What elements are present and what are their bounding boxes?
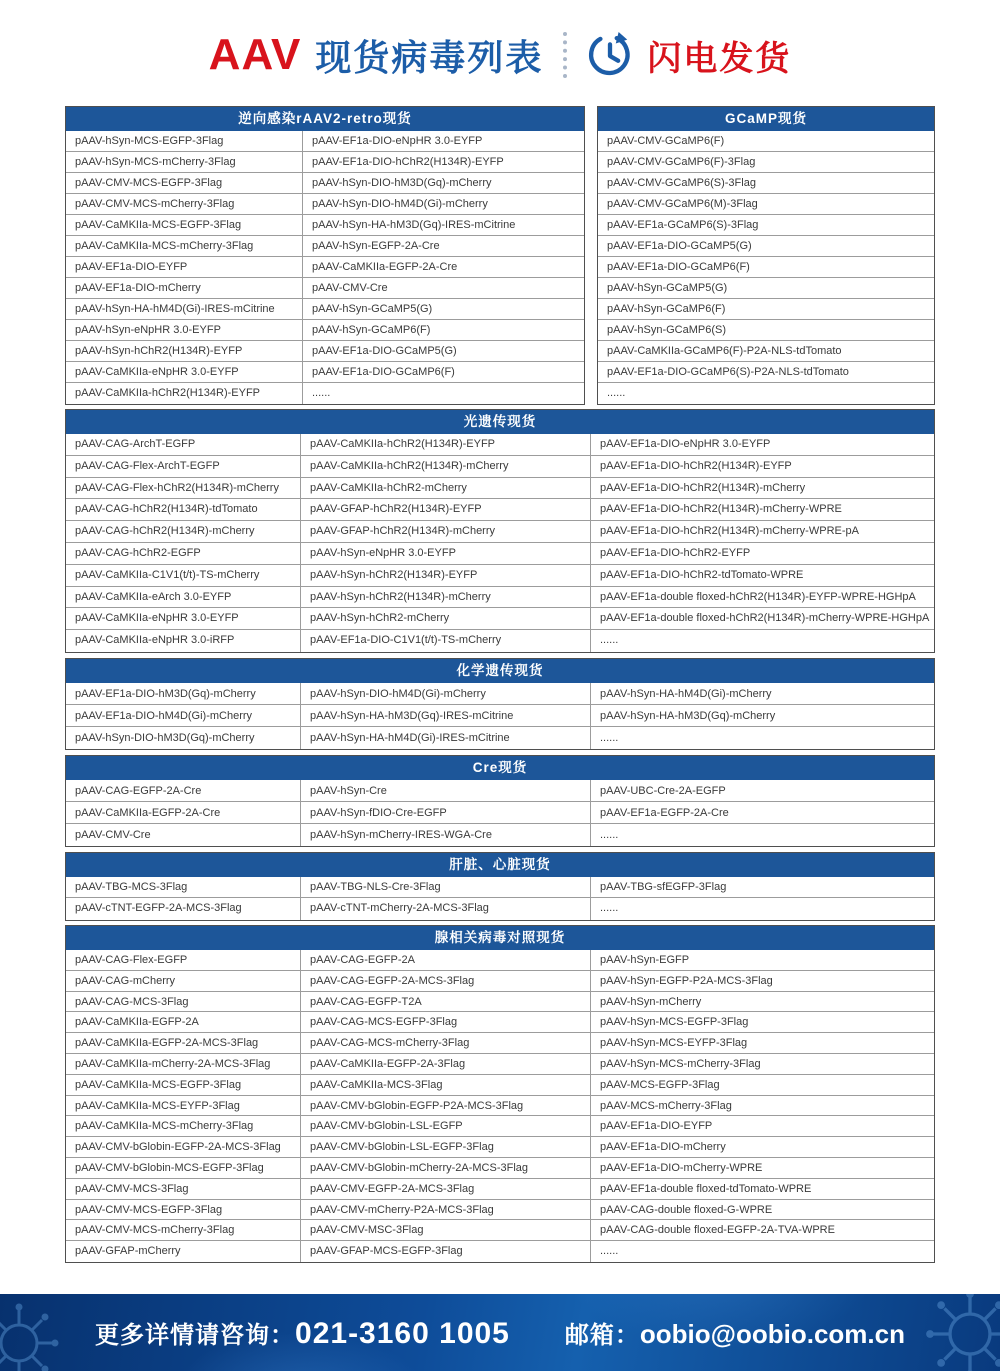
table-cell: pAAV-CAG-MCS-3Flag <box>66 992 300 1013</box>
table-optogenetics <box>65 409 935 653</box>
table-cell: pAAV-hSyn-HA-hM4D(Gi)-mCherry <box>591 683 934 705</box>
table-cell: pAAV-EF1a-DIO-hChR2(H134R)-EYFP <box>591 456 934 478</box>
table-cell: pAAV-hSyn-MCS-EGFP-3Flag <box>66 131 302 152</box>
table-gcamp <box>597 106 935 405</box>
table-cell: pAAV-cTNT-EGFP-2A-MCS-3Flag <box>66 898 300 920</box>
table-cell: pAAV-CMV-mCherry-P2A-MCS-3Flag <box>301 1200 590 1221</box>
table-cell: pAAV-CAG-Flex-hChR2(H134R)-mCherry <box>66 478 300 500</box>
table-chemogenetics-col-1 <box>66 683 301 749</box>
table-retro-title: 逆向感染rAAV2-retro现货 <box>66 107 584 131</box>
table-cell: pAAV-CMV-MCS-EGFP-3Flag <box>66 173 302 194</box>
table-cre-col-2 <box>301 780 591 846</box>
table-cell: pAAV-EF1a-DIO-mCherry <box>591 1137 934 1158</box>
table-optogenetics-col-2 <box>301 434 591 652</box>
table-cell: pAAV-CaMKIIa-MCS-mCherry-3Flag <box>66 236 302 257</box>
table-cell: pAAV-EF1a-DIO-mCherry <box>66 278 302 299</box>
table-cell: pAAV-CaMKIIa-C1V1(t/t)-TS-mCherry <box>66 565 300 587</box>
footer-contact <box>95 1315 510 1351</box>
table-cell: pAAV-CaMKIIa-EGFP-2A-MCS-3Flag <box>66 1033 300 1054</box>
table-cell: pAAV-CMV-GCaMP6(F) <box>598 131 934 152</box>
table-cell: ...... <box>591 727 934 749</box>
table-cell: pAAV-CMV-Cre <box>303 278 584 299</box>
table-cell: pAAV-CaMKIIa-MCS-EGFP-3Flag <box>66 215 302 236</box>
table-cell: pAAV-CAG-hChR2(H134R)-mCherry <box>66 521 300 543</box>
table-liver-heart-col-3 <box>591 877 934 920</box>
table-cell: ...... <box>591 824 934 846</box>
table-cell: pAAV-GFAP-mCherry <box>66 1241 300 1262</box>
table-cell: pAAV-hSyn-HA-hM3D(Gq)-IRES-mCitrine <box>303 215 584 236</box>
table-liver-heart <box>65 852 935 921</box>
badge-fast-shipping: 闪电发货 <box>647 31 791 80</box>
table-cell: pAAV-EF1a-double floxed-hChR2(H134R)-mCherry-WPRE-HGHpA <box>591 608 934 630</box>
table-cell: pAAV-hSyn-mCherry-IRES-WGA-Cre <box>301 824 590 846</box>
table-cell: pAAV-TBG-NLS-Cre-3Flag <box>301 877 590 899</box>
table-cell: pAAV-EF1a-DIO-EYFP <box>66 257 302 278</box>
table-cell: pAAV-GFAP-MCS-EGFP-3Flag <box>301 1241 590 1262</box>
table-aav-control-col-3 <box>591 950 934 1262</box>
table-cell: pAAV-hSyn-HA-hM3D(Gq)-mCherry <box>591 705 934 727</box>
table-cell: pAAV-CaMKIIa-EGFP-2A-Cre <box>66 802 300 824</box>
clock-icon <box>587 32 633 78</box>
table-cell: pAAV-hSyn-MCS-mCherry-3Flag <box>591 1054 934 1075</box>
table-aav-control-col-2 <box>301 950 591 1262</box>
table-cell: pAAV-hSyn-mCherry <box>591 992 934 1013</box>
table-cell: pAAV-CAG-EGFP-T2A <box>301 992 590 1013</box>
table-cell: pAAV-CMV-MCS-3Flag <box>66 1179 300 1200</box>
table-cell: pAAV-hSyn-eNpHR 3.0-EYFP <box>66 320 302 341</box>
table-cell: pAAV-EF1a-DIO-mCherry-WPRE <box>591 1158 934 1179</box>
table-cell: pAAV-CAG-ArchT-EGFP <box>66 434 300 456</box>
table-cell: pAAV-CAG-MCS-mCherry-3Flag <box>301 1033 590 1054</box>
table-cell: pAAV-CAG-Flex-ArchT-EGFP <box>66 456 300 478</box>
table-cell: pAAV-CMV-MSC-3Flag <box>301 1220 590 1241</box>
table-optogenetics-col-3 <box>591 434 934 652</box>
table-cell: pAAV-EF1a-DIO-hChR2-EYFP <box>591 543 934 565</box>
table-cell: pAAV-EF1a-DIO-hChR2-tdTomato-WPRE <box>591 565 934 587</box>
table-cell: pAAV-hSyn-DIO-hM4D(Gi)-mCherry <box>301 683 590 705</box>
table-cell: pAAV-hSyn-GCaMP5(G) <box>598 278 934 299</box>
table-cell: pAAV-CaMKIIa-hChR2(H134R)-mCherry <box>301 456 590 478</box>
table-cell: pAAV-EF1a-double floxed-tdTomato-WPRE <box>591 1179 934 1200</box>
table-gcamp-title: GCaMP现货 <box>598 107 934 131</box>
table-cell: pAAV-CMV-bGlobin-EGFP-2A-MCS-3Flag <box>66 1137 300 1158</box>
table-retro <box>65 106 585 405</box>
table-cell: pAAV-hSyn-GCaMP6(F) <box>598 299 934 320</box>
table-cell: pAAV-hSyn-Cre <box>301 780 590 802</box>
table-chemogenetics-title: 化学遗传现货 <box>66 659 934 683</box>
table-cre-col-1 <box>66 780 301 846</box>
table-cell: pAAV-hSyn-MCS-mCherry-3Flag <box>66 152 302 173</box>
table-cell: pAAV-hSyn-GCaMP5(G) <box>303 299 584 320</box>
table-cell: pAAV-EF1a-DIO-GCaMP6(F) <box>598 257 934 278</box>
table-cell: pAAV-hSyn-GCaMP6(S) <box>598 320 934 341</box>
footer-contact-label: 更多详情请咨询： <box>95 1315 295 1350</box>
table-cell: pAAV-CaMKIIa-MCS-mCherry-3Flag <box>66 1116 300 1137</box>
table-cre-title: Cre现货 <box>66 756 934 780</box>
table-cell: pAAV-CAG-hChR2(H134R)-tdTomato <box>66 499 300 521</box>
table-cell: pAAV-EF1a-DIO-GCaMP6(F) <box>303 362 584 383</box>
table-cell: pAAV-hSyn-DIO-hM4D(Gi)-mCherry <box>303 194 584 215</box>
table-cell: pAAV-CaMKIIa-hChR2(H134R)-EYFP <box>66 383 302 404</box>
table-cell: ...... <box>591 898 934 920</box>
table-cre-col-3 <box>591 780 934 846</box>
table-cell: pAAV-EF1a-double floxed-hChR2(H134R)-EYFP-WPRE-HGHpA <box>591 587 934 609</box>
table-cell: pAAV-CaMKIIa-EGFP-2A <box>66 1012 300 1033</box>
table-cell: pAAV-cTNT-mCherry-2A-MCS-3Flag <box>301 898 590 920</box>
table-cell: pAAV-CAG-double floxed-G-WPRE <box>591 1200 934 1221</box>
footer-email <box>565 1315 905 1350</box>
footer-phone: 021-3160 1005 <box>295 1317 510 1351</box>
virus-icon <box>0 1298 64 1371</box>
table-cell: pAAV-hSyn-DIO-hM3D(Gq)-mCherry <box>66 727 300 749</box>
table-cell: pAAV-CMV-bGlobin-LSL-EGFP <box>301 1116 590 1137</box>
table-cell: pAAV-hSyn-DIO-hM3D(Gq)-mCherry <box>303 173 584 194</box>
table-cell: pAAV-CaMKIIa-MCS-EGFP-3Flag <box>66 1075 300 1096</box>
table-aav-control <box>65 925 935 1263</box>
table-cell: pAAV-EF1a-DIO-eNpHR 3.0-EYFP <box>591 434 934 456</box>
table-cell: pAAV-CaMKIIa-eNpHR 3.0-iRFP <box>66 630 300 652</box>
table-cell: pAAV-CMV-GCaMP6(F)-3Flag <box>598 152 934 173</box>
footer-banner <box>0 1294 1000 1371</box>
table-cell: pAAV-hSyn-MCS-EGFP-3Flag <box>591 1012 934 1033</box>
table-cell: pAAV-hSyn-hChR2(H134R)-mCherry <box>301 587 590 609</box>
table-retro-col-1 <box>66 131 303 404</box>
table-cell: pAAV-TBG-sfEGFP-3Flag <box>591 877 934 899</box>
table-cell: pAAV-CAG-EGFP-2A <box>301 950 590 971</box>
table-cell: pAAV-CaMKIIa-EGFP-2A-Cre <box>303 257 584 278</box>
footer-email-address: oobio@oobio.com.cn <box>640 1319 905 1350</box>
table-cell: pAAV-CMV-Cre <box>66 824 300 846</box>
table-cell: pAAV-CaMKIIa-hChR2-mCherry <box>301 478 590 500</box>
table-chemogenetics-col-3 <box>591 683 934 749</box>
table-cell: pAAV-CMV-MCS-mCherry-3Flag <box>66 194 302 215</box>
table-cell: pAAV-hSyn-HA-hM4D(Gi)-IRES-mCitrine <box>301 727 590 749</box>
tables-area <box>65 106 935 1263</box>
table-cell: pAAV-EF1a-GCaMP6(S)-3Flag <box>598 215 934 236</box>
page-title <box>0 24 1000 86</box>
table-cell: pAAV-EF1a-DIO-GCaMP5(G) <box>303 341 584 362</box>
table-cell: pAAV-GFAP-hChR2(H134R)-EYFP <box>301 499 590 521</box>
table-cell: pAAV-EF1a-EGFP-2A-Cre <box>591 802 934 824</box>
table-retro-col-2 <box>303 131 584 404</box>
table-cell: pAAV-EF1a-DIO-EYFP <box>591 1116 934 1137</box>
table-cell: pAAV-CAG-Flex-EGFP <box>66 950 300 971</box>
table-cell: pAAV-CMV-bGlobin-EGFP-P2A-MCS-3Flag <box>301 1096 590 1117</box>
table-cell: pAAV-CAG-EGFP-2A-Cre <box>66 780 300 802</box>
table-optogenetics-title: 光遗传现货 <box>66 410 934 434</box>
table-liver-heart-col-2 <box>301 877 591 920</box>
table-gcamp-col-1 <box>598 131 934 404</box>
table-cell: pAAV-CMV-EGFP-2A-MCS-3Flag <box>301 1179 590 1200</box>
table-cell: pAAV-MCS-EGFP-3Flag <box>591 1075 934 1096</box>
virus-icon <box>920 1294 1000 1371</box>
table-cre <box>65 755 935 847</box>
table-cell: pAAV-hSyn-fDIO-Cre-EGFP <box>301 802 590 824</box>
table-cell: pAAV-hSyn-EGFP-P2A-MCS-3Flag <box>591 971 934 992</box>
table-cell: pAAV-EF1a-DIO-GCaMP6(S)-P2A-NLS-tdTomato <box>598 362 934 383</box>
table-aav-control-col-1 <box>66 950 301 1262</box>
table-cell: pAAV-CaMKIIa-eNpHR 3.0-EYFP <box>66 362 302 383</box>
table-cell: pAAV-EF1a-DIO-hM3D(Gq)-mCherry <box>66 683 300 705</box>
table-liver-heart-title: 肝脏、心脏现货 <box>66 853 934 877</box>
table-cell: pAAV-TBG-MCS-3Flag <box>66 877 300 899</box>
table-optogenetics-col-1 <box>66 434 301 652</box>
table-cell: pAAV-hSyn-hChR2(H134R)-EYFP <box>66 341 302 362</box>
table-cell: pAAV-CaMKIIa-EGFP-2A-3Flag <box>301 1054 590 1075</box>
table-cell: ...... <box>591 630 934 652</box>
table-cell: pAAV-CaMKIIa-GCaMP6(F)-P2A-NLS-tdTomato <box>598 341 934 362</box>
table-cell: pAAV-CMV-bGlobin-MCS-EGFP-3Flag <box>66 1158 300 1179</box>
table-cell: pAAV-CAG-EGFP-2A-MCS-3Flag <box>301 971 590 992</box>
section-row-1 <box>65 106 935 405</box>
table-cell: pAAV-hSyn-GCaMP6(F) <box>303 320 584 341</box>
table-cell: pAAV-CMV-bGlobin-LSL-EGFP-3Flag <box>301 1137 590 1158</box>
table-cell: ...... <box>591 1241 934 1262</box>
table-cell: pAAV-CAG-mCherry <box>66 971 300 992</box>
table-cell: pAAV-UBC-Cre-2A-EGFP <box>591 780 934 802</box>
table-cell: pAAV-EF1a-DIO-hChR2(H134R)-EYFP <box>303 152 584 173</box>
table-cell: pAAV-EF1a-DIO-eNpHR 3.0-EYFP <box>303 131 584 152</box>
table-cell: pAAV-hSyn-hChR2(H134R)-EYFP <box>301 565 590 587</box>
table-cell: pAAV-CAG-hChR2-EGFP <box>66 543 300 565</box>
table-aav-control-title: 腺相关病毒对照现货 <box>66 926 934 950</box>
table-cell: pAAV-MCS-mCherry-3Flag <box>591 1096 934 1117</box>
table-cell: pAAV-CMV-bGlobin-mCherry-2A-MCS-3Flag <box>301 1158 590 1179</box>
table-chemogenetics-col-2 <box>301 683 591 749</box>
table-cell: pAAV-EF1a-DIO-hChR2(H134R)-mCherry-WPRE <box>591 499 934 521</box>
table-chemogenetics <box>65 658 935 750</box>
table-cell: pAAV-CAG-MCS-EGFP-3Flag <box>301 1012 590 1033</box>
table-cell: pAAV-EF1a-DIO-hChR2(H134R)-mCherry-WPRE-pA <box>591 521 934 543</box>
dotted-divider <box>563 32 567 78</box>
table-cell: pAAV-hSyn-MCS-EYFP-3Flag <box>591 1033 934 1054</box>
table-cell: pAAV-CaMKIIa-eArch 3.0-EYFP <box>66 587 300 609</box>
title-aav: AAV <box>209 30 302 80</box>
table-liver-heart-col-1 <box>66 877 301 920</box>
table-cell: pAAV-CAG-double floxed-EGFP-2A-TVA-WPRE <box>591 1220 934 1241</box>
table-cell: pAAV-CaMKIIa-hChR2(H134R)-EYFP <box>301 434 590 456</box>
table-cell: pAAV-CaMKIIa-mCherry-2A-MCS-3Flag <box>66 1054 300 1075</box>
table-cell: pAAV-CaMKIIa-MCS-EYFP-3Flag <box>66 1096 300 1117</box>
title-list: 现货病毒列表 <box>315 30 543 81</box>
table-cell: pAAV-GFAP-hChR2(H134R)-mCherry <box>301 521 590 543</box>
table-cell: pAAV-EF1a-DIO-GCaMP5(G) <box>598 236 934 257</box>
table-cell: ...... <box>303 383 584 404</box>
table-cell: pAAV-hSyn-EGFP-2A-Cre <box>303 236 584 257</box>
table-cell: pAAV-CMV-GCaMP6(S)-3Flag <box>598 173 934 194</box>
table-cell: pAAV-hSyn-hChR2-mCherry <box>301 608 590 630</box>
table-cell: pAAV-EF1a-DIO-hChR2(H134R)-mCherry <box>591 478 934 500</box>
table-cell: pAAV-hSyn-EGFP <box>591 950 934 971</box>
table-cell: pAAV-CMV-MCS-mCherry-3Flag <box>66 1220 300 1241</box>
footer-email-label: 邮箱： <box>565 1315 640 1350</box>
table-cell: pAAV-hSyn-eNpHR 3.0-EYFP <box>301 543 590 565</box>
table-cell: pAAV-CaMKIIa-eNpHR 3.0-EYFP <box>66 608 300 630</box>
table-cell: pAAV-EF1a-DIO-C1V1(t/t)-TS-mCherry <box>301 630 590 652</box>
table-cell: pAAV-hSyn-HA-hM4D(Gi)-IRES-mCitrine <box>66 299 302 320</box>
table-cell: pAAV-EF1a-DIO-hM4D(Gi)-mCherry <box>66 705 300 727</box>
table-cell: pAAV-CaMKIIa-MCS-3Flag <box>301 1075 590 1096</box>
table-cell: ...... <box>598 383 934 404</box>
table-cell: pAAV-hSyn-HA-hM3D(Gq)-IRES-mCitrine <box>301 705 590 727</box>
table-cell: pAAV-CMV-GCaMP6(M)-3Flag <box>598 194 934 215</box>
table-cell: pAAV-CMV-MCS-EGFP-3Flag <box>66 1200 300 1221</box>
